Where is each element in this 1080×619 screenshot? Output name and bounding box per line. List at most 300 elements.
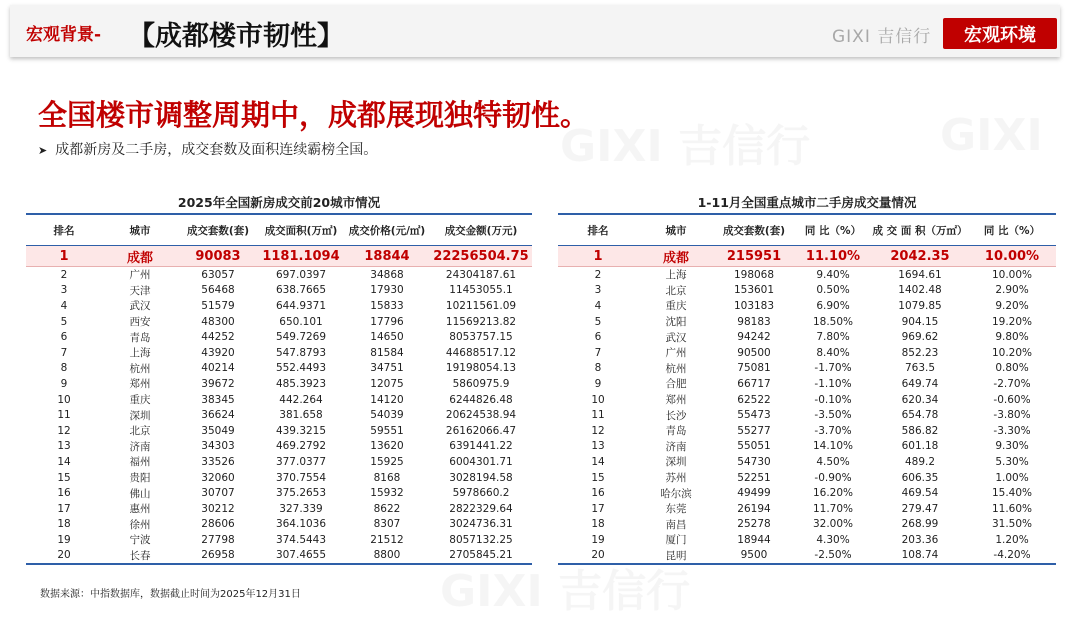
table-cell: 375.2653 [275, 487, 327, 500]
table-row [558, 376, 1056, 392]
table-cell: 17796 [370, 315, 404, 328]
table-cell: 11 [591, 409, 605, 422]
table-cell: 13620 [370, 440, 404, 453]
table-cell: 469.54 [901, 487, 939, 500]
table-cell: 18944 [737, 533, 771, 546]
table-cell: 深圳 [129, 409, 151, 422]
table-body [558, 246, 1056, 565]
table-cell: 济南 [665, 440, 687, 453]
subline-text: 成都新房及二手房，成交套数及面积连续霸榜全国。 [55, 142, 378, 158]
table-cell: 327.339 [279, 502, 323, 515]
table-cell: 0.50% [816, 284, 850, 297]
table-cell: 11.70% [812, 502, 854, 515]
table-cell: 13 [57, 440, 71, 453]
table-cell: 31.50% [991, 518, 1033, 531]
table-cell: 10.00% [968, 246, 1056, 267]
table-cell: -3.30% [993, 424, 1031, 437]
table-cell: 13 [591, 440, 605, 453]
table-cell: 3 [594, 284, 602, 297]
table-cell: -3.50% [814, 409, 852, 422]
table-cell: 上海 [129, 347, 151, 360]
table-cell: 6 [594, 331, 602, 344]
table-cell: 厦门 [665, 534, 687, 547]
table-cell: 2705845.21 [430, 548, 532, 565]
table-cell: 48300 [201, 315, 235, 328]
table-cell: 长春 [102, 548, 178, 565]
table-row [26, 454, 532, 470]
table-cell: 青岛 [665, 425, 687, 438]
table-cell: 郑州 [129, 378, 151, 391]
table-row [558, 439, 1056, 455]
table-cell: 24304187.61 [445, 268, 517, 281]
table-cell: 15925 [370, 455, 404, 468]
table-cell: 38345 [201, 393, 235, 406]
table-cell: 203.36 [901, 533, 939, 546]
table-cell: 8.40% [816, 346, 850, 359]
table-cell: 10.20% [991, 346, 1033, 359]
table-cell: 2042.35 [872, 246, 968, 267]
table-cell: 9.30% [995, 440, 1029, 453]
table-cell: 654.78 [901, 409, 939, 422]
table-cell: 武汉 [129, 300, 151, 313]
column-header: 成交套数(套) [178, 214, 258, 246]
table-header-row [558, 214, 1056, 246]
table-cell: 10 [57, 393, 71, 406]
table-row [558, 548, 1056, 565]
table-cell: 长沙 [665, 409, 687, 422]
table-cell: 469.2792 [275, 440, 327, 453]
table-cell: 2 [594, 268, 602, 281]
column-header: 同 比（%） [968, 214, 1056, 246]
table-cell: 19 [57, 533, 71, 546]
table-cell: 17 [591, 502, 605, 515]
table-cell: -0.90% [814, 471, 852, 484]
table-row [558, 345, 1056, 361]
table-cell: 10 [591, 393, 605, 406]
table-cell: 12 [591, 424, 605, 437]
table-cell: -0.10% [814, 393, 852, 406]
table-cell: 39672 [201, 377, 235, 390]
column-header: 成交金额(万元) [430, 214, 532, 246]
table-cell: 20624538.94 [445, 409, 517, 422]
table-cell: 52251 [737, 471, 771, 484]
table-cell: 5860975.9 [452, 377, 510, 390]
table-cell: 6391441.22 [449, 440, 513, 453]
table-row [26, 439, 532, 455]
table-cell: 2 [60, 268, 68, 281]
table-row [26, 548, 532, 565]
table-cell: 15932 [370, 487, 404, 500]
table-cell: 75081 [737, 362, 771, 375]
table-cell: 35049 [201, 424, 235, 437]
table-cell: 19198054.13 [445, 362, 517, 375]
table-cell: 6.90% [816, 299, 850, 312]
table-cell: 17 [57, 502, 71, 515]
column-header: 城市 [638, 214, 714, 246]
table-cell: 3024736.31 [449, 518, 513, 531]
table-cell: 30707 [201, 487, 235, 500]
table-cell: 西安 [129, 316, 151, 329]
table-cell: -0.60% [993, 393, 1031, 406]
table-cell: 5978660.2 [452, 487, 510, 500]
column-header: 排名 [558, 214, 638, 246]
table-cell: 638.7665 [275, 284, 327, 297]
table-cell: 6 [60, 331, 68, 344]
table-cell: 苏州 [665, 472, 687, 485]
table-row [26, 501, 532, 517]
table-cell: 上海 [665, 269, 687, 282]
table-cell: 63057 [201, 268, 235, 281]
table-cell: 26162066.47 [445, 424, 517, 437]
table-cell: 11.10% [794, 246, 872, 267]
table-cell: 81584 [370, 346, 404, 359]
table-row [26, 267, 532, 283]
table-cell: 东莞 [665, 503, 687, 516]
table-cell: 59551 [370, 424, 404, 437]
column-header: 成交面积(万㎡) [258, 214, 344, 246]
table-cell: 19 [591, 533, 605, 546]
table-row [558, 501, 1056, 517]
table-cell: 10.00% [991, 268, 1033, 281]
table-cell: 4.30% [816, 533, 850, 546]
table-cell: 5 [594, 315, 602, 328]
table-cell: 26194 [737, 502, 771, 515]
table-cell: 11 [57, 409, 71, 422]
table-cell: 90083 [178, 246, 258, 267]
table-cell: 杭州 [129, 362, 151, 375]
table-cell: 3 [60, 284, 68, 297]
table-cell: 55473 [737, 409, 771, 422]
table-cell: 6244826.48 [449, 393, 513, 406]
table-row [26, 532, 532, 548]
table-cell: 昆明 [638, 548, 714, 565]
table-cell: 徐州 [129, 518, 151, 531]
table-cell: 18 [591, 518, 605, 531]
table-cell: 惠州 [129, 503, 151, 516]
table-row [26, 485, 532, 501]
table-cell: 成都 [638, 246, 714, 267]
new-home-table [26, 193, 532, 565]
table-cell: 649.74 [901, 377, 939, 390]
table-cell: 广州 [129, 269, 151, 282]
header-bar [10, 5, 1060, 57]
bullet-arrow-icon: ➤ [38, 144, 48, 157]
table-cell: 198068 [733, 268, 775, 281]
new-home-grid [26, 213, 532, 565]
table-cell: 55051 [737, 440, 771, 453]
table-title: 2025年全国新房成交前20城市情况 [177, 195, 381, 210]
table-cell: 268.99 [901, 518, 939, 531]
table-cell: 442.264 [279, 393, 323, 406]
table-cell: 307.4655 [258, 548, 344, 565]
table-cell: 贵阳 [129, 472, 151, 485]
table-cell: 重庆 [665, 300, 687, 313]
table-cell: 55277 [737, 424, 771, 437]
table-cell: 18.50% [812, 315, 854, 328]
table-cell: 54730 [737, 455, 771, 468]
table-cell: 深圳 [665, 456, 687, 469]
table-cell: 62522 [737, 393, 771, 406]
table-cell: 18 [57, 518, 71, 531]
table-cell: 1.00% [995, 471, 1029, 484]
table-cell: 15 [57, 471, 71, 484]
table-cell: 377.0377 [275, 455, 327, 468]
table-cell: 哈尔滨 [660, 487, 692, 500]
table-cell: 9 [594, 377, 602, 390]
table-cell: 381.658 [279, 409, 323, 422]
column-header: 城市 [102, 214, 178, 246]
table-cell: 51579 [201, 299, 235, 312]
table-cell: 16 [591, 487, 605, 500]
table-cell: 11453055.1 [449, 284, 513, 297]
table-cell: 12 [57, 424, 71, 437]
table-row [26, 314, 532, 330]
table-cell: -3.70% [814, 424, 852, 437]
table-cell: -1.70% [814, 362, 852, 375]
table-cell: 279.47 [901, 502, 939, 515]
table-cell: 重庆 [129, 394, 151, 407]
table-cell: 44688517.12 [445, 346, 517, 359]
table-cell: 8 [60, 362, 68, 375]
table-cell: 66717 [737, 377, 771, 390]
table-cell: 34303 [201, 440, 235, 453]
table-cell: 14120 [370, 393, 404, 406]
table-cell: 644.9371 [275, 299, 327, 312]
table-cell: -3.80% [993, 409, 1031, 422]
table-row [26, 470, 532, 486]
table-cell: 郑州 [665, 394, 687, 407]
table-cell: 33526 [201, 455, 235, 468]
table-cell: 成都 [102, 246, 178, 267]
table-cell: 8307 [373, 518, 401, 531]
table-cell: 11569213.82 [445, 315, 517, 328]
table-cell: 9.20% [995, 299, 1029, 312]
table-row [26, 298, 532, 314]
table-cell: 18844 [344, 246, 430, 267]
table-cell: -2.70% [993, 377, 1031, 390]
table-row [26, 392, 532, 408]
table-cell: 19.20% [991, 315, 1033, 328]
section-tag: 宏观环境 [943, 18, 1057, 49]
table-cell: 8622 [373, 502, 401, 515]
table-row [558, 392, 1056, 408]
table-cell: 20 [26, 548, 102, 565]
table-cell: 15.40% [991, 487, 1033, 500]
table-cell: 5.30% [995, 455, 1029, 468]
table-cell: 16 [57, 487, 71, 500]
column-header: 成交套数(套) [714, 214, 794, 246]
table-cell: 370.7554 [275, 471, 327, 484]
table-cell: 103183 [733, 299, 775, 312]
section-title: 【成都楼市韧性】 [128, 21, 344, 52]
table-cell: 439.3215 [275, 424, 327, 437]
table-cell: 8168 [373, 471, 401, 484]
table-cell: 15833 [370, 299, 404, 312]
table-row [558, 407, 1056, 423]
table-cell: 济南 [129, 440, 151, 453]
company-logo: GIXI 吉信行 [832, 27, 932, 47]
table-cell: 30212 [201, 502, 235, 515]
table-cell: 青岛 [129, 331, 151, 344]
table-cell: 1.20% [995, 533, 1029, 546]
table-cell: 25278 [737, 518, 771, 531]
table-cell: 合肥 [665, 378, 687, 391]
table-row [558, 246, 1056, 267]
table-cell: 34868 [370, 268, 404, 281]
table-cell: 650.101 [279, 315, 323, 328]
table-cell: 4 [60, 299, 68, 312]
table-row [558, 361, 1056, 377]
table-cell: 10211561.09 [445, 299, 517, 312]
table-cell: 1 [558, 246, 638, 267]
table-cell: 2.90% [995, 284, 1029, 297]
table-cell: 14 [591, 455, 605, 468]
table-cell: 1181.1094 [258, 246, 344, 267]
table-cell: 586.82 [901, 424, 939, 437]
table-row [558, 470, 1056, 486]
table-cell: 14.10% [812, 440, 854, 453]
table-title: 1-11月全国重点城市二手房成交量情况 [697, 195, 917, 210]
table-row [26, 345, 532, 361]
table-cell: 5 [60, 315, 68, 328]
table-cell: 南昌 [665, 518, 687, 531]
table-cell: 0.80% [995, 362, 1029, 375]
table-cell: 49499 [737, 487, 771, 500]
table-cell: 佛山 [129, 487, 151, 500]
table-cell: 17930 [370, 284, 404, 297]
table-cell: 福州 [129, 456, 151, 469]
section-label: 宏观背景- [26, 25, 102, 45]
subline [38, 139, 377, 159]
table-cell: 4 [594, 299, 602, 312]
table-cell: 606.35 [901, 471, 939, 484]
table-cell: -2.50% [794, 548, 872, 565]
table-cell: 40214 [201, 362, 235, 375]
headline: 全国楼市调整周期中，成都展现独特韧性。 [38, 98, 590, 132]
table-row [558, 517, 1056, 533]
table-cell: 27798 [201, 533, 235, 546]
table-cell: 8 [594, 362, 602, 375]
table-cell: -4.20% [968, 548, 1056, 565]
table-cell: 43920 [201, 346, 235, 359]
table-cell: 北京 [129, 425, 151, 438]
table-cell: 108.74 [872, 548, 968, 565]
table-row [26, 283, 532, 299]
second-hand-grid [558, 213, 1056, 565]
column-header: 成交价格(元/㎡) [344, 214, 430, 246]
table-cell: 852.23 [901, 346, 939, 359]
second-hand-table [558, 193, 1056, 565]
table-row [26, 517, 532, 533]
table-cell: 549.7269 [275, 331, 327, 344]
table-cell: 601.18 [901, 440, 939, 453]
table-cell: 11.60% [991, 502, 1033, 515]
table-cell: 20 [558, 548, 638, 565]
table-cell: 宁波 [129, 534, 151, 547]
table-row [558, 298, 1056, 314]
table-row [26, 423, 532, 439]
table-cell: 沈阳 [665, 316, 687, 329]
table-cell: 9.40% [816, 268, 850, 281]
column-header: 排名 [26, 214, 102, 246]
table-row [558, 485, 1056, 501]
table-row [26, 329, 532, 345]
column-header: 成 交 面 积（万㎡） [872, 214, 968, 246]
table-cell: 547.8793 [275, 346, 327, 359]
table-cell: 36624 [201, 409, 235, 422]
table-cell: 22256504.75 [430, 246, 532, 267]
table-row [26, 246, 532, 267]
table-cell: 杭州 [665, 362, 687, 375]
table-row [558, 532, 1056, 548]
table-cell: 9500 [714, 548, 794, 565]
watermark-logo [560, 110, 810, 174]
table-cell: 54039 [370, 409, 404, 422]
table-cell: -1.10% [814, 377, 852, 390]
table-cell: 44252 [201, 331, 235, 344]
table-cell: 552.4493 [275, 362, 327, 375]
table-cell: 7 [594, 346, 602, 359]
table-cell: 153601 [733, 284, 775, 297]
table-row [558, 283, 1056, 299]
table-cell: 364.1036 [275, 518, 327, 531]
table-cell: 8053757.15 [449, 331, 513, 344]
table-cell: 215951 [714, 246, 794, 267]
table-cell: 15 [591, 471, 605, 484]
table-cell: 3028194.58 [449, 471, 513, 484]
table-row [558, 454, 1056, 470]
table-cell: 21512 [370, 533, 404, 546]
table-row [558, 314, 1056, 330]
table-row [26, 361, 532, 377]
table-cell: 28606 [201, 518, 235, 531]
table-cell: 32060 [201, 471, 235, 484]
table-cell: 北京 [665, 284, 687, 297]
table-cell: 489.2 [904, 455, 936, 468]
table-cell: 16.20% [812, 487, 854, 500]
table-cell: 374.5443 [275, 533, 327, 546]
data-source-note: 数据来源：中指数据库，数据截止时间为2025年12月31日 [40, 589, 301, 600]
table-row [558, 423, 1056, 439]
table-cell: 广州 [665, 347, 687, 360]
table-cell: 7.80% [816, 331, 850, 344]
table-cell: 6004301.71 [449, 455, 513, 468]
table-cell: 武汉 [665, 331, 687, 344]
table-cell: 8057132.25 [449, 533, 513, 546]
table-cell: 12075 [370, 377, 404, 390]
table-cell: 9 [60, 377, 68, 390]
table-cell: 32.00% [812, 518, 854, 531]
table-cell: 98183 [737, 315, 771, 328]
table-row [26, 376, 532, 392]
table-cell: 天津 [129, 284, 151, 297]
table-row [558, 329, 1056, 345]
table-cell: 904.15 [901, 315, 939, 328]
watermark-logo [940, 110, 1043, 161]
table-cell: 697.0397 [275, 268, 327, 281]
table-cell: 1079.85 [898, 299, 942, 312]
table-row [558, 267, 1056, 283]
table-cell: 7 [60, 346, 68, 359]
table-cell: 26958 [178, 548, 258, 565]
table-cell: 763.5 [904, 362, 936, 375]
table-cell: 34751 [370, 362, 404, 375]
table-row [26, 407, 532, 423]
table-cell: 14650 [370, 331, 404, 344]
table-cell: 1694.61 [898, 268, 942, 281]
table-cell: 90500 [737, 346, 771, 359]
table-cell: 1402.48 [898, 284, 942, 297]
